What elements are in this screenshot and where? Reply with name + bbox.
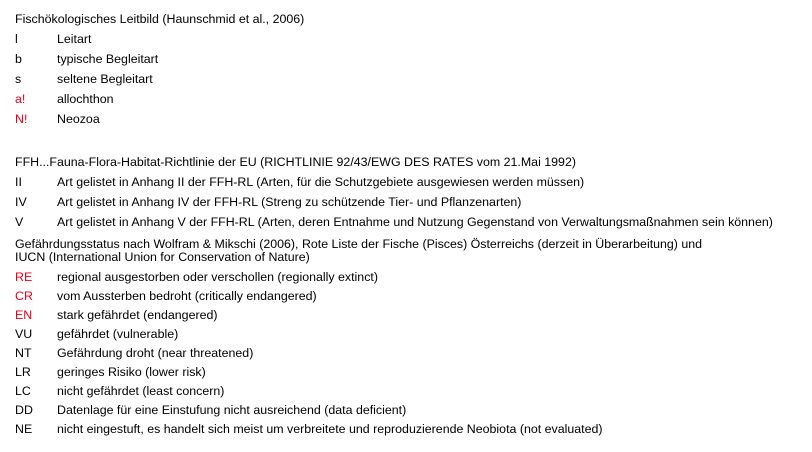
legend-description: Art gelistet in Anhang IV der FFH-RL (Streng zu schützende Tier- und Pflanzenarten) bbox=[57, 195, 522, 209]
legend-description: typische Begleitart bbox=[57, 52, 159, 66]
legend-section-ffh bbox=[15, 155, 808, 235]
legend-code: s bbox=[15, 72, 22, 86]
legend-row-leitart bbox=[15, 32, 808, 52]
legend-code: LC bbox=[15, 384, 31, 398]
legend-code-red: CR bbox=[15, 289, 33, 303]
legend-row-cr bbox=[15, 289, 808, 308]
legend-row-allochthon bbox=[15, 92, 808, 112]
legend-description: Art gelistet in Anhang V der FFH-RL (Arten, deren Entnahme und Nutzung Gegenstand von Verwaltungsmaßnahmen sein können) bbox=[57, 215, 773, 229]
section-heading-gefaehrdungsstatus bbox=[15, 238, 808, 264]
legend-row-re bbox=[15, 270, 808, 289]
legend-row-dd bbox=[15, 403, 808, 422]
legend-row-seltene-begleitart bbox=[15, 72, 808, 92]
legend-section-leitbild bbox=[15, 12, 808, 132]
legend-code: IV bbox=[15, 195, 27, 209]
legend-code-red: N! bbox=[15, 112, 28, 126]
legend-code: NT bbox=[15, 346, 32, 360]
section-heading-leitbild: Fischökologisches Leitbild (Haunschmid et al., 2006) bbox=[15, 12, 305, 26]
legend-row-anhang-v bbox=[15, 215, 808, 235]
legend-description: nicht gefährdet (least concern) bbox=[57, 384, 225, 398]
legend-code-red: EN bbox=[15, 308, 33, 322]
legend-description: vom Aussterben bedroht (critically endangered) bbox=[57, 289, 317, 303]
legend-code: DD bbox=[15, 403, 33, 417]
legend-row-lc bbox=[15, 384, 808, 403]
legend-code: VU bbox=[15, 327, 33, 341]
legend-code: V bbox=[15, 215, 24, 229]
legend-code: b bbox=[15, 52, 22, 66]
legend-row-neozoa bbox=[15, 112, 808, 132]
legend-description: stark gefährdet (endangered) bbox=[57, 308, 218, 322]
legend-code-red: RE bbox=[15, 270, 33, 284]
legend-row-anhang-ii bbox=[15, 175, 808, 195]
legend-description: Leitart bbox=[57, 32, 92, 46]
legend-description: gefährdet (vulnerable) bbox=[57, 327, 179, 341]
legend-code: LR bbox=[15, 365, 31, 379]
legend-row-vu bbox=[15, 327, 808, 346]
legend-description: Neozoa bbox=[57, 112, 100, 126]
legend-description: geringes Risiko (lower risk) bbox=[57, 365, 206, 379]
legend-description: Art gelistet in Anhang II der FFH-RL (Arten, für die Schutzgebiete ausgewiesen werden müssen) bbox=[57, 175, 585, 189]
section-heading-line: IUCN (International Union for Conservation of Nature) bbox=[15, 250, 310, 264]
legend-row-nt bbox=[15, 346, 808, 365]
legend-row-typische-begleitart bbox=[15, 52, 808, 72]
legend-row-ne bbox=[15, 422, 808, 441]
legend-row-lr bbox=[15, 365, 808, 384]
legend-description: nicht eingestuft, es handelt sich meist um verbreitete und reproduzierende Neobiota (not evaluated) bbox=[57, 422, 603, 436]
legend-section-gefaehrdungsstatus bbox=[15, 238, 808, 441]
legend-row-en bbox=[15, 308, 808, 327]
legend-code-red: a! bbox=[15, 92, 26, 106]
legend-description: regional ausgestorben oder verschollen (regionally extinct) bbox=[57, 270, 378, 284]
legend-description: Gefährdung droht (near threatened) bbox=[57, 346, 254, 360]
legend-code: l bbox=[15, 32, 18, 46]
legend-description: allochthon bbox=[57, 92, 114, 106]
section-heading-line: Gefährdungsstatus nach Wolfram & Mikschi (2006), Rote Liste der Fische (Pisces) Österreichs (derzeit in Überarbeitung) und bbox=[15, 237, 703, 251]
legend-description: Datenlage für eine Einstufung nicht ausreichend (data deficient) bbox=[57, 403, 407, 417]
section-heading-ffh: FFH...Fauna-Flora-Habitat-Richtlinie der EU (RICHTLINIE 92/43/EWG DES RATES vom 21.Mai 1992) bbox=[15, 155, 576, 169]
legend-description: seltene Begleitart bbox=[57, 72, 153, 86]
legend-code: II bbox=[15, 175, 22, 189]
legend-row-anhang-iv bbox=[15, 195, 808, 215]
legend-code: NE bbox=[15, 422, 33, 436]
